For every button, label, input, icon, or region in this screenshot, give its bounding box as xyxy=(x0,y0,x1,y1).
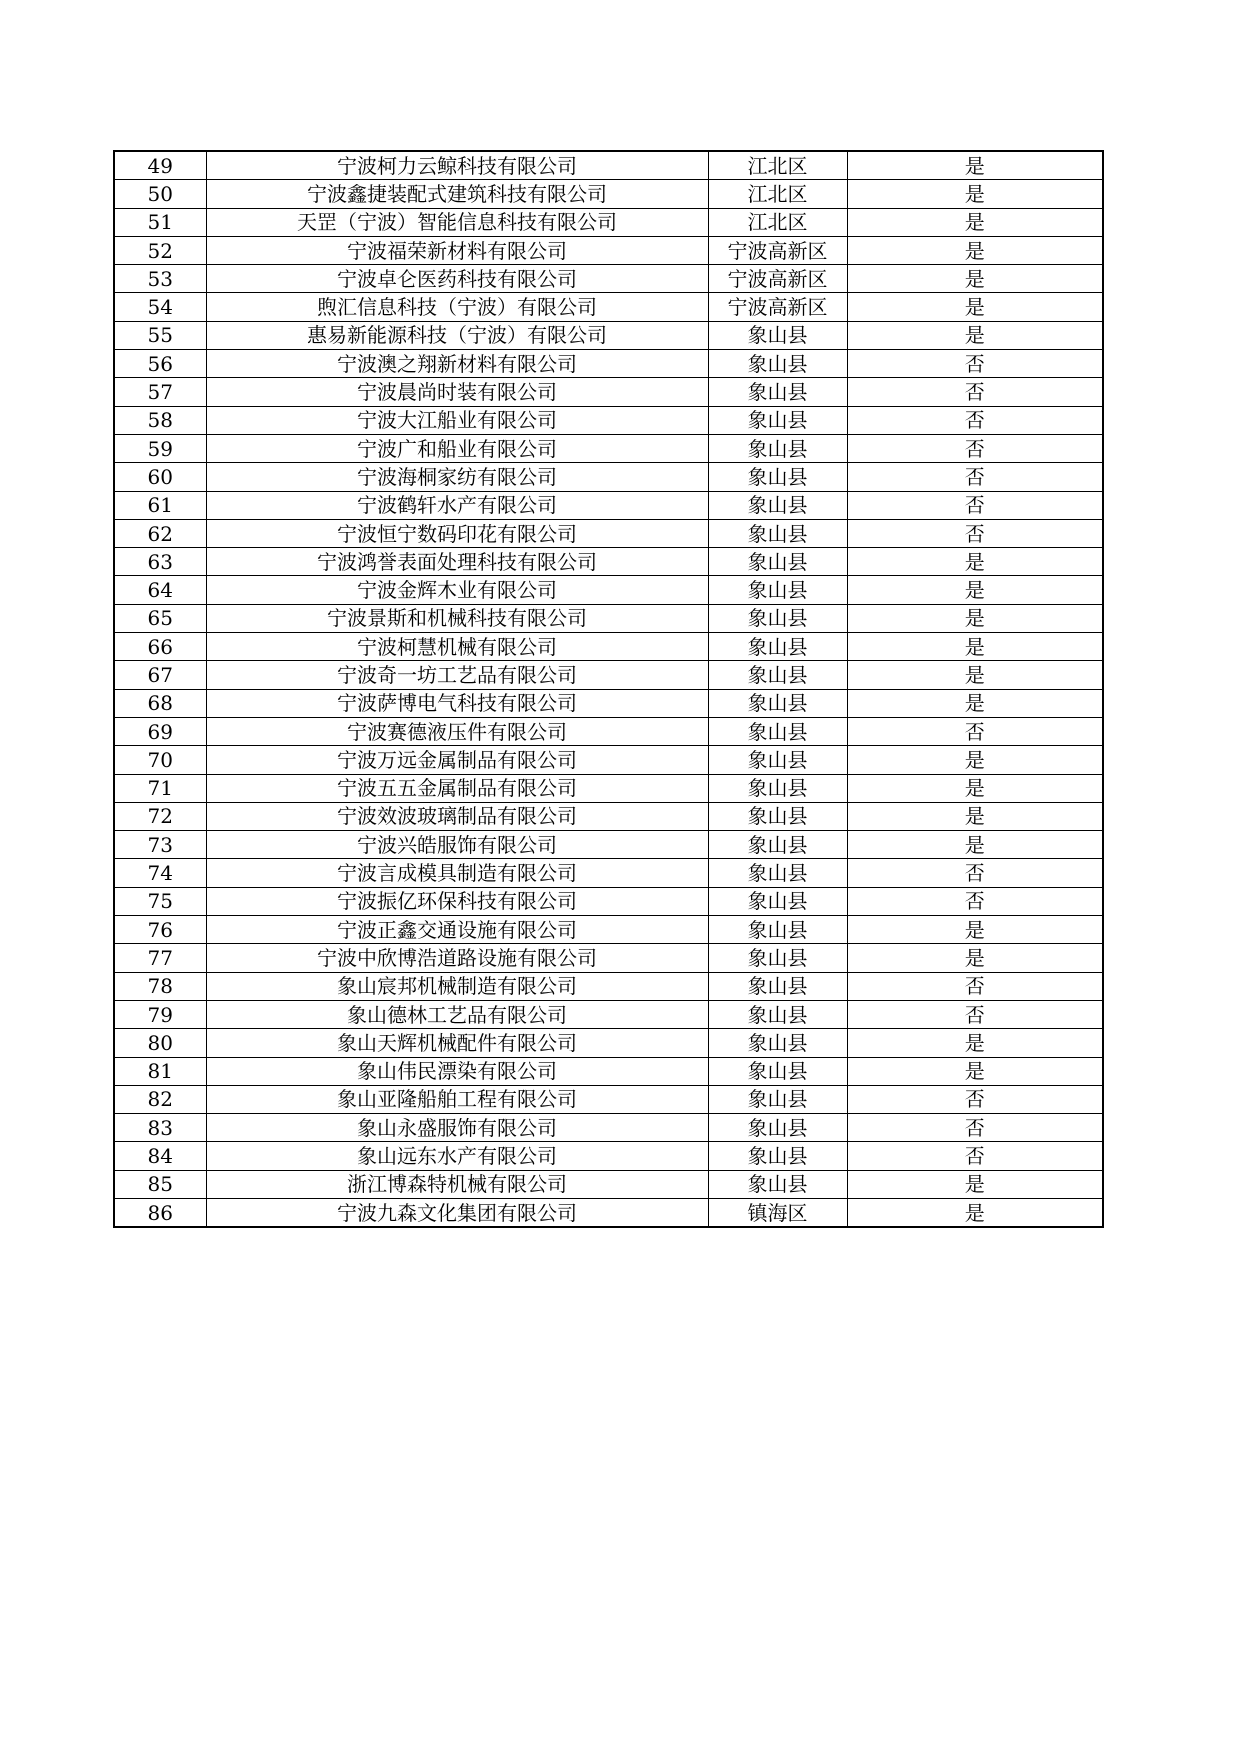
company-name-cell: 宁波金辉木业有限公司 xyxy=(206,576,708,604)
district-cell: 宁波高新区 xyxy=(708,293,847,321)
company-name-cell: 天罡（宁波）智能信息科技有限公司 xyxy=(206,208,708,236)
table-row xyxy=(114,491,1103,519)
status-cell: 是 xyxy=(847,1198,1103,1227)
company-name-cell: 煦汇信息科技（宁波）有限公司 xyxy=(206,293,708,321)
table-row xyxy=(114,944,1103,972)
table-row xyxy=(114,831,1103,859)
status-cell: 是 xyxy=(847,1170,1103,1198)
table-row xyxy=(114,434,1103,462)
company-name-cell: 宁波五五金属制品有限公司 xyxy=(206,774,708,802)
row-number-cell: 76 xyxy=(114,916,206,944)
district-cell: 象山县 xyxy=(708,434,847,462)
table-row xyxy=(114,1170,1103,1198)
status-cell: 否 xyxy=(847,378,1103,406)
district-cell: 象山县 xyxy=(708,604,847,632)
table-row xyxy=(114,1142,1103,1170)
row-number-cell: 74 xyxy=(114,859,206,887)
company-name-cell: 宁波鑫捷装配式建筑科技有限公司 xyxy=(206,180,708,208)
company-name-cell: 宁波万远金属制品有限公司 xyxy=(206,746,708,774)
table-row xyxy=(114,293,1103,321)
district-cell: 象山县 xyxy=(708,1085,847,1113)
status-cell: 否 xyxy=(847,1114,1103,1142)
row-number-cell: 81 xyxy=(114,1057,206,1085)
company-name-cell: 宁波福荣新材料有限公司 xyxy=(206,236,708,264)
row-number-cell: 51 xyxy=(114,208,206,236)
row-number-cell: 72 xyxy=(114,802,206,830)
status-cell: 否 xyxy=(847,859,1103,887)
district-cell: 江北区 xyxy=(708,180,847,208)
row-number-cell: 63 xyxy=(114,548,206,576)
district-cell: 象山县 xyxy=(708,774,847,802)
district-cell: 象山县 xyxy=(708,972,847,1000)
table-row xyxy=(114,180,1103,208)
company-name-cell: 宁波鸿誉表面处理科技有限公司 xyxy=(206,548,708,576)
district-cell: 象山县 xyxy=(708,378,847,406)
company-name-cell: 宁波奇一坊工艺品有限公司 xyxy=(206,661,708,689)
table-row xyxy=(114,1057,1103,1085)
row-number-cell: 66 xyxy=(114,633,206,661)
row-number-cell: 65 xyxy=(114,604,206,632)
status-cell: 是 xyxy=(847,689,1103,717)
district-cell: 象山县 xyxy=(708,350,847,378)
status-cell: 否 xyxy=(847,434,1103,462)
district-cell: 象山县 xyxy=(708,1029,847,1057)
district-cell: 象山县 xyxy=(708,717,847,745)
district-cell: 象山县 xyxy=(708,519,847,547)
status-cell: 是 xyxy=(847,831,1103,859)
company-name-cell: 象山亚隆船舶工程有限公司 xyxy=(206,1085,708,1113)
company-name-cell: 象山天辉机械配件有限公司 xyxy=(206,1029,708,1057)
row-number-cell: 64 xyxy=(114,576,206,604)
status-cell: 是 xyxy=(847,633,1103,661)
row-number-cell: 62 xyxy=(114,519,206,547)
company-name-cell: 宁波萨博电气科技有限公司 xyxy=(206,689,708,717)
company-name-cell: 浙江博森特机械有限公司 xyxy=(206,1170,708,1198)
company-name-cell: 惠易新能源科技（宁波）有限公司 xyxy=(206,321,708,349)
status-cell: 否 xyxy=(847,887,1103,915)
status-cell: 是 xyxy=(847,944,1103,972)
table-row xyxy=(114,151,1103,180)
company-name-cell: 宁波广和船业有限公司 xyxy=(206,434,708,462)
status-cell: 是 xyxy=(847,604,1103,632)
row-number-cell: 59 xyxy=(114,434,206,462)
status-cell: 是 xyxy=(847,208,1103,236)
district-cell: 象山县 xyxy=(708,1142,847,1170)
status-cell: 是 xyxy=(847,746,1103,774)
row-number-cell: 83 xyxy=(114,1114,206,1142)
company-name-cell: 宁波海桐家纺有限公司 xyxy=(206,463,708,491)
row-number-cell: 80 xyxy=(114,1029,206,1057)
company-name-cell: 宁波效波玻璃制品有限公司 xyxy=(206,802,708,830)
company-name-cell: 宁波正鑫交通设施有限公司 xyxy=(206,916,708,944)
district-cell: 象山县 xyxy=(708,916,847,944)
table-row xyxy=(114,774,1103,802)
row-number-cell: 67 xyxy=(114,661,206,689)
row-number-cell: 84 xyxy=(114,1142,206,1170)
company-name-cell: 象山永盛服饰有限公司 xyxy=(206,1114,708,1142)
district-cell: 象山县 xyxy=(708,1057,847,1085)
table-row xyxy=(114,463,1103,491)
district-cell: 象山县 xyxy=(708,633,847,661)
table-row xyxy=(114,633,1103,661)
status-cell: 否 xyxy=(847,463,1103,491)
company-name-cell: 宁波澳之翔新材料有限公司 xyxy=(206,350,708,378)
district-cell: 象山县 xyxy=(708,491,847,519)
row-number-cell: 57 xyxy=(114,378,206,406)
status-cell: 否 xyxy=(847,519,1103,547)
status-cell: 是 xyxy=(847,802,1103,830)
row-number-cell: 49 xyxy=(114,151,206,180)
table-row xyxy=(114,321,1103,349)
row-number-cell: 56 xyxy=(114,350,206,378)
company-name-cell: 象山伟民漂染有限公司 xyxy=(206,1057,708,1085)
district-cell: 宁波高新区 xyxy=(708,236,847,264)
row-number-cell: 68 xyxy=(114,689,206,717)
row-number-cell: 77 xyxy=(114,944,206,972)
row-number-cell: 78 xyxy=(114,972,206,1000)
district-cell: 江北区 xyxy=(708,151,847,180)
company-name-cell: 宁波赛德液压件有限公司 xyxy=(206,717,708,745)
row-number-cell: 69 xyxy=(114,717,206,745)
company-name-cell: 宁波柯慧机械有限公司 xyxy=(206,633,708,661)
table-row xyxy=(114,265,1103,293)
district-cell: 象山县 xyxy=(708,463,847,491)
company-name-cell: 宁波九森文化集团有限公司 xyxy=(206,1198,708,1227)
status-cell: 否 xyxy=(847,1000,1103,1028)
row-number-cell: 82 xyxy=(114,1085,206,1113)
row-number-cell: 79 xyxy=(114,1000,206,1028)
company-name-cell: 宁波中欣博浩道路设施有限公司 xyxy=(206,944,708,972)
status-cell: 是 xyxy=(847,293,1103,321)
table-row xyxy=(114,208,1103,236)
company-name-cell: 宁波言成模具制造有限公司 xyxy=(206,859,708,887)
company-name-cell: 宁波振亿环保科技有限公司 xyxy=(206,887,708,915)
district-cell: 镇海区 xyxy=(708,1198,847,1227)
table-row xyxy=(114,1114,1103,1142)
row-number-cell: 55 xyxy=(114,321,206,349)
district-cell: 象山县 xyxy=(708,576,847,604)
status-cell: 否 xyxy=(847,1085,1103,1113)
row-number-cell: 71 xyxy=(114,774,206,802)
table-row xyxy=(114,661,1103,689)
district-cell: 象山县 xyxy=(708,661,847,689)
status-cell: 是 xyxy=(847,321,1103,349)
company-name-cell: 象山远东水产有限公司 xyxy=(206,1142,708,1170)
table-row xyxy=(114,576,1103,604)
district-cell: 象山县 xyxy=(708,1000,847,1028)
status-cell: 是 xyxy=(847,1057,1103,1085)
company-name-cell: 宁波晨尚时装有限公司 xyxy=(206,378,708,406)
district-cell: 象山县 xyxy=(708,944,847,972)
status-cell: 否 xyxy=(847,717,1103,745)
row-number-cell: 60 xyxy=(114,463,206,491)
row-number-cell: 53 xyxy=(114,265,206,293)
row-number-cell: 52 xyxy=(114,236,206,264)
company-name-cell: 宁波柯力云鲸科技有限公司 xyxy=(206,151,708,180)
table-row xyxy=(114,972,1103,1000)
district-cell: 象山县 xyxy=(708,406,847,434)
status-cell: 是 xyxy=(847,1029,1103,1057)
district-cell: 象山县 xyxy=(708,887,847,915)
status-cell: 是 xyxy=(847,180,1103,208)
row-number-cell: 85 xyxy=(114,1170,206,1198)
table-row xyxy=(114,802,1103,830)
district-cell: 象山县 xyxy=(708,1170,847,1198)
table-row xyxy=(114,236,1103,264)
company-name-cell: 宁波恒宁数码印花有限公司 xyxy=(206,519,708,547)
company-name-cell: 宁波大江船业有限公司 xyxy=(206,406,708,434)
status-cell: 是 xyxy=(847,576,1103,604)
status-cell: 是 xyxy=(847,548,1103,576)
company-name-cell: 宁波景斯和机械科技有限公司 xyxy=(206,604,708,632)
status-cell: 是 xyxy=(847,151,1103,180)
table-row xyxy=(114,1000,1103,1028)
table-row xyxy=(114,887,1103,915)
district-cell: 宁波高新区 xyxy=(708,265,847,293)
table-row xyxy=(114,859,1103,887)
district-cell: 象山县 xyxy=(708,831,847,859)
district-cell: 象山县 xyxy=(708,548,847,576)
table-row xyxy=(114,1198,1103,1227)
table-row xyxy=(114,1085,1103,1113)
company-list-table xyxy=(113,150,1104,1228)
company-name-cell: 象山德林工艺品有限公司 xyxy=(206,1000,708,1028)
status-cell: 否 xyxy=(847,491,1103,519)
district-cell: 象山县 xyxy=(708,859,847,887)
row-number-cell: 61 xyxy=(114,491,206,519)
table-row xyxy=(114,548,1103,576)
company-name-cell: 象山宸邦机械制造有限公司 xyxy=(206,972,708,1000)
row-number-cell: 50 xyxy=(114,180,206,208)
district-cell: 象山县 xyxy=(708,802,847,830)
status-cell: 是 xyxy=(847,236,1103,264)
table-row xyxy=(114,916,1103,944)
row-number-cell: 75 xyxy=(114,887,206,915)
status-cell: 是 xyxy=(847,661,1103,689)
company-name-cell: 宁波兴皓服饰有限公司 xyxy=(206,831,708,859)
status-cell: 是 xyxy=(847,774,1103,802)
row-number-cell: 58 xyxy=(114,406,206,434)
district-cell: 象山县 xyxy=(708,689,847,717)
table-row xyxy=(114,519,1103,547)
table-row xyxy=(114,746,1103,774)
row-number-cell: 86 xyxy=(114,1198,206,1227)
table-row xyxy=(114,689,1103,717)
row-number-cell: 73 xyxy=(114,831,206,859)
table-row xyxy=(114,717,1103,745)
status-cell: 是 xyxy=(847,916,1103,944)
status-cell: 否 xyxy=(847,406,1103,434)
row-number-cell: 54 xyxy=(114,293,206,321)
table-row xyxy=(114,604,1103,632)
status-cell: 否 xyxy=(847,350,1103,378)
table-row xyxy=(114,350,1103,378)
table-row xyxy=(114,1029,1103,1057)
district-cell: 象山县 xyxy=(708,1114,847,1142)
district-cell: 象山县 xyxy=(708,746,847,774)
row-number-cell: 70 xyxy=(114,746,206,774)
table-row xyxy=(114,406,1103,434)
company-name-cell: 宁波鹤轩水产有限公司 xyxy=(206,491,708,519)
status-cell: 否 xyxy=(847,972,1103,1000)
district-cell: 江北区 xyxy=(708,208,847,236)
table-row xyxy=(114,378,1103,406)
district-cell: 象山县 xyxy=(708,321,847,349)
status-cell: 是 xyxy=(847,265,1103,293)
status-cell: 否 xyxy=(847,1142,1103,1170)
company-name-cell: 宁波卓仑医药科技有限公司 xyxy=(206,265,708,293)
table-body xyxy=(114,151,1103,1227)
